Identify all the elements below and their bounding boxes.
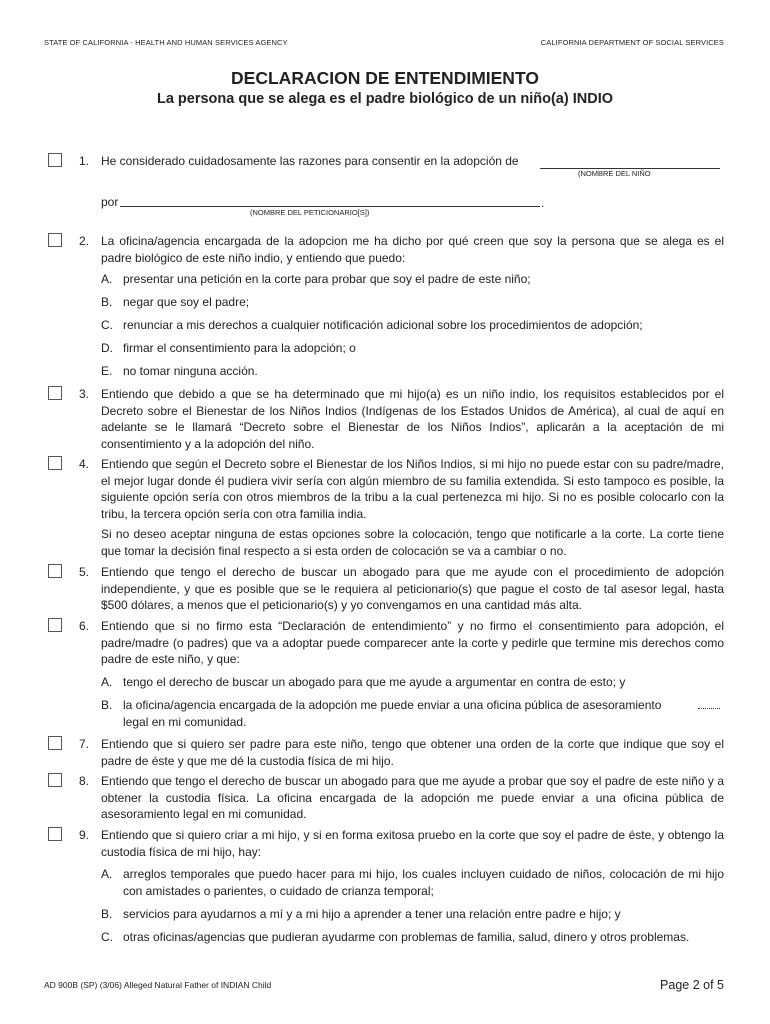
item-text: Entiendo que si quiero criar a mi hijo, y si en forma exitosa pruebo en la corte que soy el padre de éste, y obtengo la custodia física de mi hijo, hay: (101, 828, 724, 859)
sub-letter: E. (101, 364, 113, 378)
item-number: 7. (79, 737, 90, 751)
por-end: . (541, 196, 545, 210)
sub-letter: D. (101, 341, 113, 355)
sub-text: firmar el consentimiento para la adopción; o (123, 341, 356, 355)
divider (698, 708, 720, 709)
item-number: 3. (79, 387, 90, 401)
item-6-checkbox[interactable] (48, 618, 62, 632)
item-3-checkbox[interactable] (48, 386, 62, 400)
item-4-checkbox[interactable] (48, 456, 62, 470)
item-5-checkbox[interactable] (48, 564, 62, 578)
item-text: La oficina/agencia encargada de la adopcion me ha dicho por qué creen que soy la persona que se alega es el padre biológico de este niño indio, y entiendo que puedo: (101, 234, 724, 265)
sub-letter: C. (101, 318, 113, 332)
page-title: DECLARACION DE ENTENDIMIENTO (231, 68, 539, 88)
header-department: CALIFORNIA DEPARTMENT OF SOCIAL SERVICES (540, 38, 724, 47)
sub-text: tengo el derecho de buscar un abogado para que me ayude a argumentar en contra de esto; y (123, 675, 626, 689)
sub-text: servicios para ayudarnos a mí y a mi hijo a aprender a tener una relación entre padre e hijo; y (123, 907, 621, 921)
item-text: Entiendo que tengo el derecho de buscar un abogado para que me ayude a probar que soy el padre de este niño y a obtener la custodia física. La oficina encargada de la adopción me puede enviar a una oficina pública de asesoramiento legal en mi comunidad. (101, 774, 724, 821)
sub-letter: A. (101, 867, 113, 881)
item-number: 4. (79, 457, 90, 471)
item-number: 2. (79, 234, 90, 248)
sub-text: negar que soy el padre; (123, 295, 250, 309)
item-2-checkbox[interactable] (48, 233, 62, 247)
item-text: Entiendo que tengo el derecho de buscar un abogado para que me ayude con el procedimiento de adopción independiente, y que es posible que se le requiera al peticionario(s) que pague el costo de tal asesor legal, hasta $500 dólares, a menos que el peticionario(s) y yo convengamos en una cantidad más alta. (101, 565, 724, 612)
sub-letter: B. (101, 907, 113, 921)
item-9-checkbox[interactable] (48, 827, 62, 841)
item-number: 1. (79, 154, 90, 168)
sub-text: renunciar a mis derechos a cualquier notificación adicional sobre los procedimientos de adopción; (123, 318, 643, 332)
item-7-checkbox[interactable] (48, 736, 62, 750)
sub-letter: C. (101, 930, 113, 944)
por-label: por (101, 195, 119, 209)
item-text: Entiendo que si no firmo esta “Declaración de entendimiento” y no firmo el consentimiento para adopción, el padre/madre (o padres) que va a adoptar puede comparecer ante la corte y pedirle que termine mis derechos como padre de este niño, y que: (101, 619, 724, 666)
item-4-paragraph: Si no deseo aceptar ninguna de estas opciones sobre la colocación, tengo que notificarle a la corte. La corte tiene que tomar la decisión final respecto a si esta orden de colocación se va a cambiar o no. (101, 527, 724, 558)
sub-text: arreglos temporales que puedo hacer para mi hijo, los cuales incluyen cuidado de niños, colocación de mi hijo con amistades o parientes, o cuidado de crianza temporal; (123, 867, 724, 898)
sub-letter: A. (101, 675, 113, 689)
item-text: Entiendo que según el Decreto sobre el Bienestar de los Niños Indios, si mi hijo no puede estar con su padre/madre, el mejor lugar donde él pudiera vivir sería con algún miembro de su familia extendida. Si esto tampoco es posible, la siguiente opción sería con otros miembros de la tribu a la cual pertenezca mi hijo. Si no es posible colocarlo con la tribu, la tercera opción sería con otra familia india. (101, 457, 724, 521)
sub-letter: B. (101, 698, 113, 712)
item-8-checkbox[interactable] (48, 773, 62, 787)
header-agency: STATE OF CALIFORNIA - HEALTH AND HUMAN SERVICES AGENCY (44, 38, 288, 47)
item-number: 5. (79, 565, 90, 579)
item-text: He considerado cuidadosamente las razones para consentir en la adopción de (101, 154, 519, 168)
form-id: AD 900B (SP) (3/06) Alleged Natural Father of INDIAN Child (44, 980, 272, 990)
item-number: 6. (79, 619, 90, 633)
item-number: 9. (79, 828, 90, 842)
sub-text: otras oficinas/agencias que pudieran ayudarme con problemas de familia, salud, dinero y otros problemas. (123, 930, 690, 944)
petitioner-name-field[interactable] (120, 192, 540, 207)
sub-text: la oficina/agencia encargada de la adopción me puede enviar a una oficina pública de asesoramiento legal en mi comunidad. (123, 698, 662, 729)
sub-text: no tomar ninguna acción. (123, 364, 258, 378)
page-subtitle: La persona que se alega es el padre biológico de un niño(a) INDIO (156, 91, 614, 107)
item-text: Entiendo que si quiero ser padre para este niño, tengo que obtener una orden de la corte que indique que soy el padre de éste y que me dé la custodia física de mi hijo. (101, 737, 724, 768)
item-text: Entiendo que debido a que se ha determinado que mi hijo(a) es un niño indio, los requisitos establecidos por el Decreto sobre el Bienestar de los Niños Indios (Indígenas de los Estados Unidos de América), al cual de aquí en adelante se le llamará “Decreto sobre el Bienestar de los Niños Indios”, aplicarán a la aceptación de mi consentimiento y a la adopción del niño. (101, 387, 724, 451)
petitioner-name-label: (NOMBRE DEL PETICIONARIO[S]) (250, 208, 370, 217)
child-name-field[interactable] (540, 154, 720, 169)
item-number: 8. (79, 774, 90, 788)
child-name-label: (NOMBRE DEL NIÑO (578, 169, 651, 178)
sub-text: presentar una petición en la corte para probar que soy el padre de este niño; (123, 272, 531, 286)
item-1-checkbox[interactable] (48, 153, 62, 167)
sub-letter: B. (101, 295, 113, 309)
page-number: Page 2 of 5 (660, 978, 724, 992)
sub-letter: A. (101, 272, 113, 286)
